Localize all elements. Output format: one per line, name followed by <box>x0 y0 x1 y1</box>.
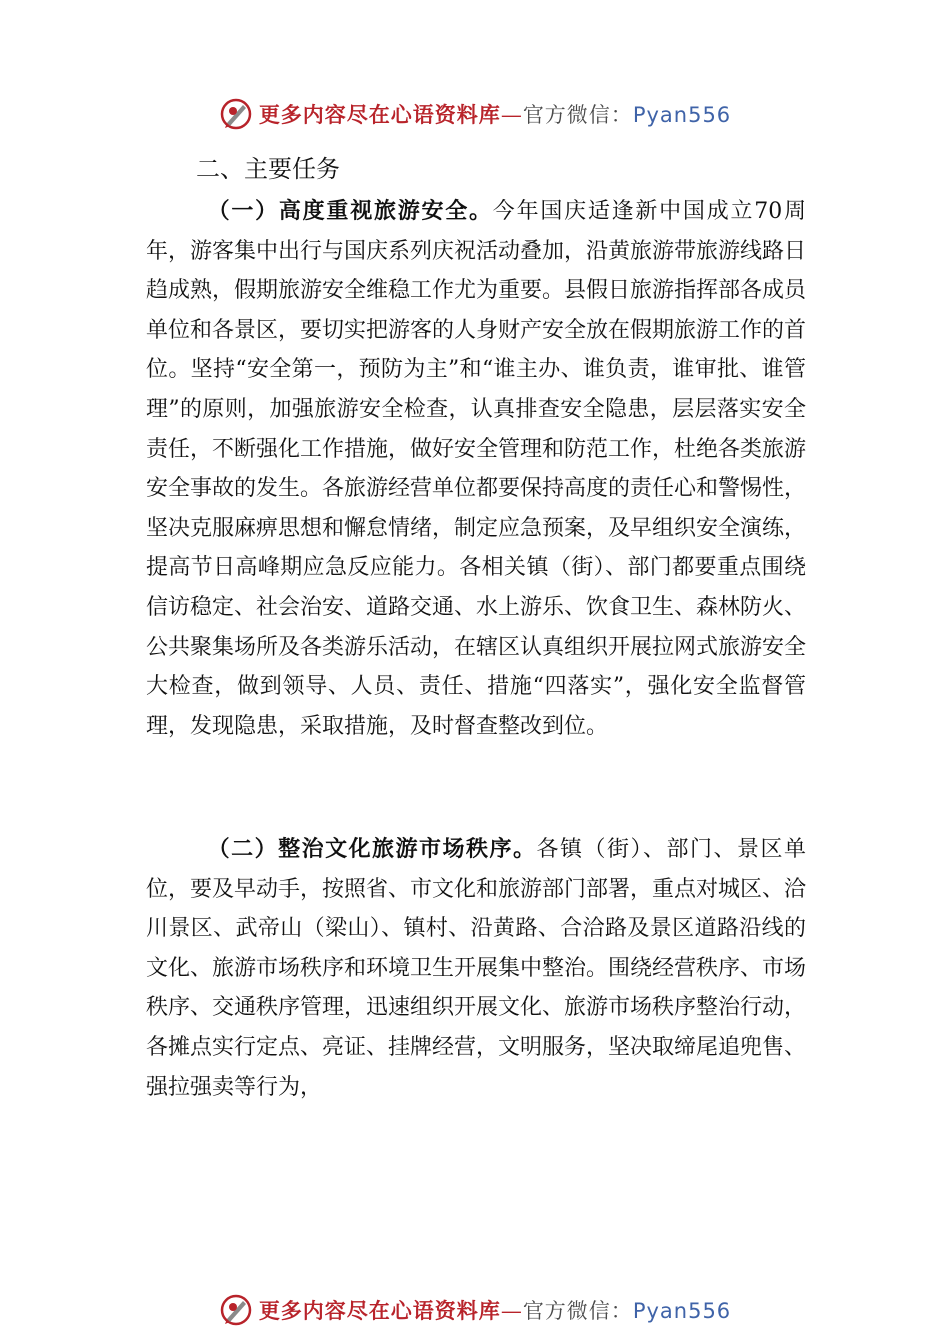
watermark-text <box>259 1295 731 1325</box>
paragraph-tourism-safety <box>146 192 806 746</box>
header-watermark <box>0 94 950 134</box>
watermark-dash: — <box>500 1299 523 1323</box>
paragraph-market-order <box>146 830 806 1107</box>
watermark-account: Pyan556 <box>632 1299 732 1323</box>
footer-watermark <box>0 1290 950 1330</box>
watermark-site: 更多内容尽在心语资料库 <box>258 1298 501 1323</box>
watermark-text <box>259 99 731 129</box>
watermark-label: 官方微信： <box>522 103 633 127</box>
watermark-label: 官方微信： <box>522 1299 633 1323</box>
pen-logo-icon <box>219 1293 253 1327</box>
paragraph-body: 今年国庆适逢新中国成立70周年，游客集中出行与国庆系列庆祝活动叠加，沿黄旅游带旅游线路日趋成熟，假期旅游安全维稳工作尤为重要。县假日旅游指挥部各成员单位和各景区，要切实把游客的人身财产安全放在假期旅游工作的首位。坚持“安全第一，预防为主”和“谁主办、谁负责，谁审批、谁管理”的原则，加强旅游安全检查，认真排查安全隐患，层层落实安全责任，不断强化工作措施，做好安全管理和防范工作，杜绝各类旅游安全事故的发生。各旅游经营单位都要保持高度的责任心和警惕性，坚决克服麻痹思想和懈怠情绪，制定应急预案，及早组织安全演练，提高节日高峰期应急反应能力。各相关镇（街）、部门都要重点围绕信访稳定、社会治安、道路交通、水上游乐、饮食卫生、森林防火、公共聚集场所及各类游乐活动，在辖区认真组织开展拉网式旅游安全大检查，做到领导、人员、责任、措施“四落实”，强化安全监督管理，发现隐患，采取措施，及时督查整改到位。 <box>146 199 807 739</box>
watermark-dash: — <box>500 103 523 127</box>
watermark-account: Pyan556 <box>632 103 732 127</box>
section-heading: 二、主要任务 <box>196 155 340 183</box>
watermark-site: 更多内容尽在心语资料库 <box>258 102 501 127</box>
paragraph-lead: （二）整治文化旅游市场秩序。 <box>207 836 537 862</box>
pen-logo-icon <box>219 97 253 131</box>
paragraph-body: 各镇（街）、部门、景区单位，要及早动手，按照省、市文化和旅游部门部署，重点对城区、洽川景区、武帝山（梁山）、镇村、沿黄路、合洽路及景区道路沿线的文化、旅游市场秩序和环境卫生开展集中整治。围绕经营秩序、市场秩序、交通秩序管理，迅速组织开展文化、旅游市场秩序整治行动，各摊点实行定点、亮证、挂牌经营，文明服务，坚决取缔尾追兜售、强拉强卖等行为， <box>146 837 807 1100</box>
paragraph-lead: （一）高度重视旅游安全。 <box>207 198 493 224</box>
